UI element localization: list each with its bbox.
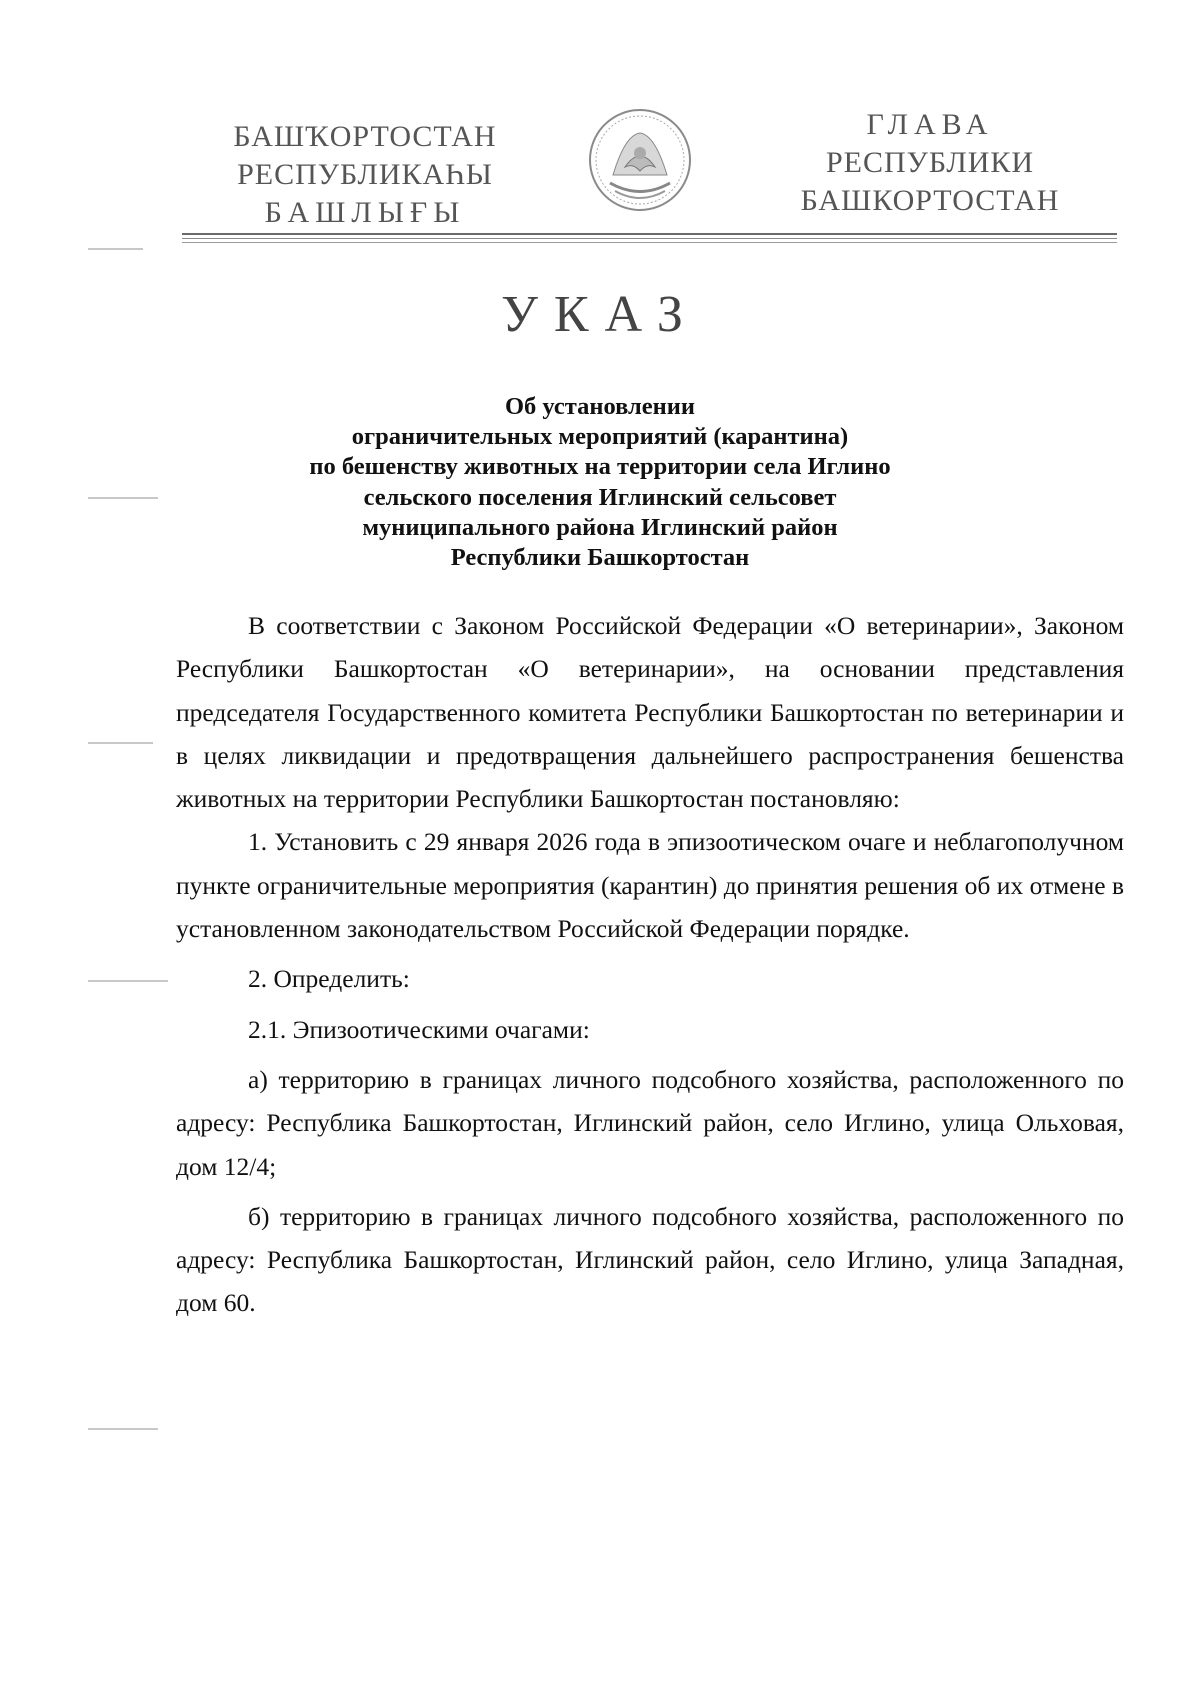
header-right-line-3: БАШКОРТОСТАН <box>800 184 1060 217</box>
paragraph-item-2-1: 2.1. Эпизоотическими очагами: <box>248 1014 590 1044</box>
title-line: сельского поселения Иглинский сельсовет <box>363 483 837 511</box>
scan-artifact <box>88 742 153 744</box>
document-type-heading: УКАЗ <box>501 286 699 343</box>
title-line: Республики Башкортостан <box>450 544 750 572</box>
header-right-line-1: ГЛАВА <box>866 108 994 141</box>
header-left-line-1: БАШҠОРТОСТАН <box>233 120 497 153</box>
scan-artifact <box>88 980 168 982</box>
paragraph-preamble: В соответствии с Законом Российской Федерации «О ветеринарии», Законом Республики Башкортостан «О ветеринарии», на основании представления председателя Государственного комитета Республики Башкортостан по ветеринарии и в целях ликвидации и предотвращения дальнейшего распространения бешенства животных на территории Республики Башкортостан постановляю: <box>176 611 1124 814</box>
scan-artifact <box>88 1428 158 1430</box>
header-right-russian <box>770 106 1090 220</box>
paragraph-item-2: 2. Определить: <box>248 964 410 994</box>
paragraph-item-b: б) территорию в границах личного подсобного хозяйства, расположенного по адресу: Республика Башкортостан, Иглинский район, село Иглино, улица Западная, дом 60. <box>176 1201 1124 1318</box>
header-divider-thin-2 <box>182 242 1117 243</box>
decree-title <box>150 392 1050 573</box>
header-divider <box>182 233 1117 235</box>
header-left-line-2: РЕСПУБЛИКАҺЫ <box>237 158 493 191</box>
scan-artifact <box>88 497 158 499</box>
header-divider-thin <box>182 238 1117 239</box>
scan-artifact <box>88 248 143 250</box>
title-line: Об установлении <box>504 393 696 420</box>
decree-body <box>176 604 1124 1325</box>
header-right-line-2: РЕСПУБЛИКИ <box>825 146 1035 179</box>
title-line: по бешенству животных на территории села Иглино <box>309 453 891 481</box>
header-left-bashkir <box>200 118 530 232</box>
paragraph-item-a: а) территорию в границах личного подсобного хозяйства, расположенного по адресу: Республика Башкортостан, Иглинский район, село Иглино, улица Ольховая, дом 12/4; <box>176 1064 1124 1181</box>
header-left-line-3: БАШЛЫҒЫ <box>264 196 466 229</box>
title-line: ограничительных мероприятий (карантина) <box>351 423 849 451</box>
coat-of-arms-emblem <box>585 105 695 215</box>
paragraph-item-1: 1. Установить с 29 января 2026 года в эпизоотическом очаге и неблагополучном пункте ограничительные мероприятия (карантин) до принятия решения об их отмене в установленном законодательством Российской Федерации порядке. <box>176 827 1124 944</box>
title-line: муниципального района Иглинский район <box>362 513 838 541</box>
